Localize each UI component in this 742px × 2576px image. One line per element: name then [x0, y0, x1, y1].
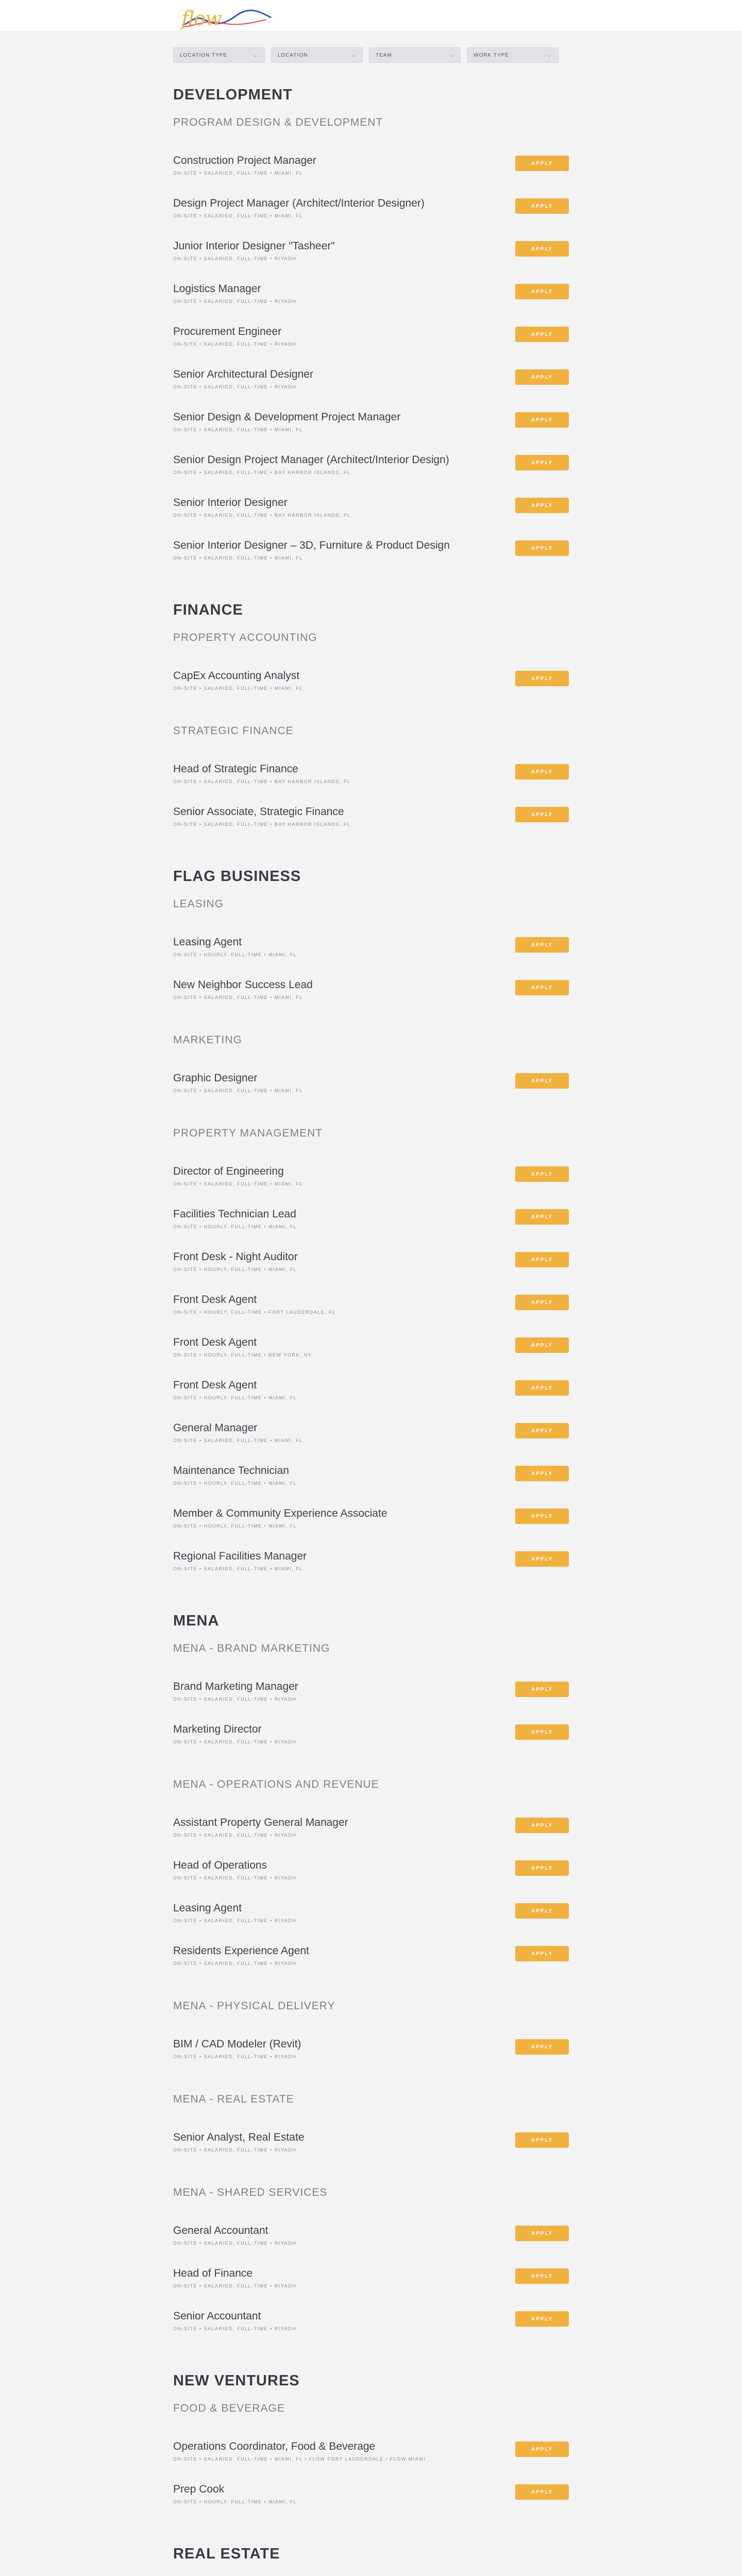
chevron-down-icon: ⌄ — [253, 52, 258, 58]
job-posting — [173, 979, 569, 1002]
chevron-down-icon: ⌄ — [351, 52, 356, 58]
apply-button[interactable]: APPLY — [515, 2132, 569, 2148]
job-meta: ON-SITE • SALARIED, FULL-TIME • BAY HARBOR ISLANDS, FL — [173, 470, 351, 475]
job-meta: ON-SITE • HOURLY, FULL-TIME • MIAMI, FL — [173, 1481, 297, 1486]
job-posting — [173, 1945, 569, 1968]
apply-button[interactable]: APPLY — [515, 2226, 569, 2241]
job-posting — [173, 763, 569, 786]
job-posting — [173, 1422, 569, 1445]
job-title-link[interactable]: Director of Engineering — [173, 1165, 284, 1177]
job-title-link[interactable]: Construction Project Manager — [173, 155, 316, 166]
job-meta: ON-SITE • SALARIED, FULL-TIME • MIAMI, FL — [173, 1181, 303, 1187]
job-title-link[interactable]: Senior Accountant — [173, 2310, 261, 2322]
job-posting — [173, 1379, 569, 1402]
apply-button[interactable]: APPLY — [515, 1166, 569, 1182]
job-meta: ON-SITE • SALARIED, FULL-TIME • RIYADH — [173, 1833, 297, 1838]
filter-location-type[interactable] — [173, 47, 265, 63]
job-posting — [173, 1550, 569, 1573]
apply-button[interactable]: APPLY — [515, 1073, 569, 1089]
job-title-link[interactable]: Leasing Agent — [173, 1902, 242, 1914]
site-header — [0, 0, 742, 31]
job-meta: ON-SITE • SALARIED, FULL-TIME • MIAMI, FL — [173, 1566, 303, 1571]
filter-team[interactable] — [369, 47, 461, 63]
job-meta: ON-SITE • HOURLY, FULL-TIME • MIAMI, FL — [173, 952, 297, 957]
job-title-link[interactable]: Brand Marketing Manager — [173, 1681, 298, 1692]
job-meta: ON-SITE • SALARIED, FULL-TIME • MIAMI, FL — [173, 171, 303, 176]
job-title-link[interactable]: Senior Architectural Designer — [173, 368, 313, 380]
job-meta: ON-SITE • HOURLY, FULL-TIME • MIAMI, FL — [173, 1267, 297, 1272]
team-heading: LEASING — [173, 898, 224, 910]
job-posting — [173, 197, 569, 220]
job-posting — [173, 2310, 569, 2333]
job-meta: ON-SITE • SALARIED, FULL-TIME • RIYADH — [173, 1739, 297, 1744]
job-title-link[interactable]: Leasing Agent — [173, 936, 242, 948]
filter-label: LOCATION — [278, 52, 308, 58]
job-meta: ON-SITE • SALARIED, FULL-TIME • BAY HARBOR ISLANDS, FL — [173, 822, 351, 827]
apply-button[interactable]: APPLY — [515, 498, 569, 513]
job-meta: ON-SITE • SALARIED, FULL-TIME • BAY HARBOR ISLANDS, FL — [173, 513, 351, 518]
job-meta: ON-SITE • SALARIED, FULL-TIME • MIAMI, FL — [173, 427, 303, 432]
job-posting — [173, 1072, 569, 1095]
job-meta: ON-SITE • SALARIED, FULL-TIME • BAY HARBOR ISLANDS, FL — [173, 779, 351, 784]
job-posting — [173, 1465, 569, 1487]
job-title-link[interactable]: Front Desk Agent — [173, 1336, 257, 1348]
team-heading: MENA - SHARED SERVICES — [173, 2187, 328, 2198]
job-posting — [173, 1251, 569, 1274]
flow-logo[interactable] — [173, 4, 286, 29]
apply-button[interactable]: APPLY — [515, 1682, 569, 1697]
job-posting — [173, 1681, 569, 1703]
job-posting — [173, 806, 569, 828]
apply-button[interactable]: APPLY — [515, 1509, 569, 1524]
team-heading: FOOD & BEVERAGE — [173, 2402, 285, 2414]
team-heading: MARKETING — [173, 1034, 242, 1046]
team-heading: MENA - PHYSICAL DELIVERY — [173, 2000, 335, 2012]
team-heading: PROPERTY MANAGEMENT — [173, 1127, 323, 1139]
job-title-link[interactable]: Operations Coordinator, Food & Beverage — [173, 2441, 376, 2452]
apply-button[interactable]: APPLY — [515, 1818, 569, 1833]
job-title-link[interactable]: BIM / CAD Modeler (Revit) — [173, 2038, 301, 2050]
job-meta: ON-SITE • SALARIED, FULL-TIME • RIYADH — [173, 342, 297, 347]
job-meta: ON-SITE • HOURLY, FULL-TIME • MIAMI, FL — [173, 1395, 297, 1400]
job-title-link[interactable]: Junior Interior Designer "Tasheer" — [173, 240, 335, 252]
job-title-link[interactable]: Senior Design & Development Project Manager — [173, 411, 401, 423]
job-posting — [173, 2441, 569, 2463]
filter-work-type[interactable] — [467, 47, 559, 63]
apply-button[interactable]: APPLY — [515, 327, 569, 342]
team-heading: MENA - BRAND MARKETING — [173, 1642, 330, 1654]
apply-button[interactable]: APPLY — [515, 764, 569, 779]
job-filters — [173, 47, 565, 64]
job-posting — [173, 1336, 569, 1359]
filter-label: LOCATION TYPE — [180, 52, 228, 58]
department-heading: MENA — [173, 1613, 220, 1629]
apply-button[interactable]: APPLY — [515, 980, 569, 995]
job-meta: ON-SITE • SALARIED, FULL-TIME • RIYADH — [173, 2054, 297, 2059]
job-title-link[interactable]: New Neighbor Success Lead — [173, 979, 313, 991]
apply-button[interactable]: APPLY — [515, 1551, 569, 1567]
apply-button[interactable]: APPLY — [515, 241, 569, 257]
job-posting — [173, 240, 569, 263]
apply-button[interactable]: APPLY — [515, 369, 569, 385]
apply-button[interactable]: APPLY — [515, 455, 569, 470]
apply-button[interactable]: APPLY — [515, 1380, 569, 1396]
job-title-link[interactable]: Senior Interior Designer – 3D, Furniture & Product Design — [173, 539, 450, 551]
job-meta: ON-SITE • SALARIED, FULL-TIME • MIAMI, FL — [173, 1088, 303, 1093]
apply-button[interactable]: APPLY — [515, 2442, 569, 2457]
apply-button[interactable]: APPLY — [515, 284, 569, 299]
job-meta: ON-SITE • SALARIED, FULL-TIME • MIAMI, FL — [173, 686, 303, 691]
team-heading: MENA - OPERATIONS AND REVENUE — [173, 1778, 379, 1790]
filter-label: WORK TYPE — [474, 52, 509, 58]
apply-button[interactable]: APPLY — [515, 937, 569, 953]
apply-button[interactable]: APPLY — [515, 1209, 569, 1225]
job-title-link[interactable]: Marketing Director — [173, 1723, 262, 1735]
apply-button[interactable]: APPLY — [515, 671, 569, 686]
job-posting — [173, 1208, 569, 1231]
job-title-link[interactable]: Member & Community Experience Associate — [173, 1507, 387, 1519]
job-posting — [173, 1817, 569, 1839]
apply-button[interactable]: APPLY — [515, 1946, 569, 1961]
job-posting — [173, 497, 569, 519]
job-title-link[interactable]: Senior Associate, Strategic Finance — [173, 806, 344, 818]
job-title-link[interactable]: General Manager — [173, 1422, 258, 1434]
job-posting — [173, 539, 569, 562]
job-title-link[interactable]: Senior Interior Designer — [173, 497, 288, 509]
team-heading: PROPERTY ACCOUNTING — [173, 632, 317, 643]
job-meta: ON-SITE • SALARIED, FULL-TIME • RIYADH — [173, 2326, 297, 2331]
job-posting — [173, 936, 569, 959]
department-heading: FINANCE — [173, 602, 243, 618]
job-meta: ON-SITE • SALARIED, FULL-TIME • MIAMI, FL / FLOW FORT LAUDERDALE / FLOW MIAMI — [173, 2456, 426, 2462]
job-title-link[interactable]: Graphic Designer — [173, 1072, 258, 1084]
apply-button[interactable]: APPLY — [515, 1466, 569, 1481]
apply-button[interactable]: APPLY — [515, 1724, 569, 1740]
apply-button[interactable]: APPLY — [515, 540, 569, 556]
job-posting — [173, 454, 569, 477]
job-title-link[interactable]: Senior Design Project Manager (Architect/Interior Design) — [173, 454, 449, 466]
job-posting — [173, 411, 569, 434]
job-meta: ON-SITE • SALARIED, FULL-TIME • RIYADH — [173, 1961, 297, 1966]
job-meta: ON-SITE • SALARIED, FULL-TIME • RIYADH — [173, 256, 297, 261]
apply-button[interactable]: APPLY — [515, 1860, 569, 1876]
job-meta: ON-SITE • HOURLY, FULL-TIME • MIAMI, FL — [173, 1523, 297, 1529]
job-meta: ON-SITE • SALARIED, FULL-TIME • RIYADH — [173, 2241, 297, 2246]
job-meta: ON-SITE • SALARIED, FULL-TIME • RIYADH — [173, 299, 297, 304]
job-posting — [173, 368, 569, 391]
job-posting — [173, 1723, 569, 1746]
job-meta: ON-SITE • HOURLY, FULL-TIME • FORT LAUDERDALE, FL — [173, 1310, 336, 1315]
apply-button[interactable]: APPLY — [515, 807, 569, 822]
job-title-link[interactable]: Head of Finance — [173, 2267, 253, 2279]
job-posting — [173, 2483, 569, 2506]
apply-button[interactable]: APPLY — [515, 1423, 569, 1438]
job-title-link[interactable]: Prep Cook — [173, 2483, 225, 2495]
job-title-link[interactable]: Logistics Manager — [173, 283, 261, 295]
job-posting — [173, 1902, 569, 1925]
job-posting — [173, 1507, 569, 1530]
department-heading: DEVELOPMENT — [173, 87, 293, 103]
apply-button[interactable]: APPLY — [515, 1337, 569, 1353]
job-title-link[interactable]: General Accountant — [173, 2225, 268, 2236]
job-posting — [173, 1165, 569, 1188]
job-title-link[interactable]: Assistant Property General Manager — [173, 1817, 348, 1828]
job-meta: ON-SITE • SALARIED, FULL-TIME • MIAMI, FL — [173, 995, 303, 1000]
job-posting — [173, 670, 569, 692]
apply-button[interactable]: APPLY — [515, 2039, 569, 2055]
job-meta: ON-SITE • SALARIED, FULL-TIME • RIYADH — [173, 2283, 297, 2289]
logo-wordmark: flow — [181, 7, 222, 30]
apply-button[interactable]: APPLY — [515, 412, 569, 428]
job-title-link[interactable]: Regional Facilities Manager — [173, 1550, 307, 1562]
department-heading: FLAG BUSINESS — [173, 868, 301, 885]
job-title-link[interactable]: Front Desk Agent — [173, 1294, 257, 1306]
job-meta: ON-SITE • SALARIED, FULL-TIME • RIYADH — [173, 2147, 297, 2153]
team-heading: PROGRAM DESIGN & DEVELOPMENT — [173, 116, 383, 128]
job-posting — [173, 326, 569, 348]
job-title-link[interactable]: Facilities Technician Lead — [173, 1208, 296, 1220]
job-meta: ON-SITE • SALARIED, FULL-TIME • RIYADH — [173, 384, 297, 389]
apply-button[interactable]: APPLY — [515, 1252, 569, 1267]
job-title-link[interactable]: Head of Strategic Finance — [173, 763, 298, 775]
apply-button[interactable]: APPLY — [515, 1903, 569, 1919]
job-title-link[interactable]: Maintenance Technician — [173, 1465, 289, 1477]
chevron-down-icon: ⌄ — [547, 52, 552, 58]
job-title-link[interactable]: Head of Operations — [173, 1859, 267, 1871]
job-posting — [173, 2131, 569, 2154]
job-posting — [173, 1294, 569, 1316]
filter-label: TEAM — [376, 52, 392, 58]
job-posting — [173, 2038, 569, 2061]
job-posting — [173, 2267, 569, 2290]
apply-button[interactable]: APPLY — [515, 1295, 569, 1310]
job-title-link[interactable]: Residents Experience Agent — [173, 1945, 309, 1957]
job-title-link[interactable]: CapEx Accounting Analyst — [173, 670, 300, 682]
team-heading: STRATEGIC FINANCE — [173, 725, 294, 737]
job-posting — [173, 2225, 569, 2247]
job-title-link[interactable]: Design Project Manager (Architect/Interior Designer) — [173, 197, 425, 209]
department-heading: REAL ESTATE — [173, 2546, 280, 2562]
job-meta: ON-SITE • SALARIED, FULL-TIME • RIYADH — [173, 1918, 297, 1923]
job-meta: ON-SITE • SALARIED, FULL-TIME • MIAMI, FL — [173, 1438, 303, 1443]
apply-button[interactable]: APPLY — [515, 156, 569, 171]
job-title-link[interactable]: Senior Analyst, Real Estate — [173, 2131, 305, 2143]
job-meta: ON-SITE • SALARIED, FULL-TIME • RIYADH — [173, 1875, 297, 1880]
job-title-link[interactable]: Front Desk - Night Auditor — [173, 1251, 298, 1263]
team-heading: MENA - REAL ESTATE — [173, 2093, 294, 2105]
job-meta: ON-SITE • SALARIED, FULL-TIME • MIAMI, FL — [173, 555, 303, 561]
job-meta: ON-SITE • HOURLY, FULL-TIME • MIAMI, FL — [173, 1224, 297, 1229]
job-posting — [173, 1859, 569, 1882]
job-posting — [173, 283, 569, 306]
job-meta: ON-SITE • SALARIED, FULL-TIME • RIYADH — [173, 1697, 297, 1702]
job-posting — [173, 155, 569, 177]
job-title-link[interactable]: Front Desk Agent — [173, 1379, 257, 1391]
filter-location[interactable] — [271, 47, 363, 63]
apply-button[interactable]: APPLY — [515, 198, 569, 214]
job-meta: ON-SITE • HOURLY, FULL-TIME • NEW YORK, NY — [173, 1352, 312, 1358]
apply-button[interactable]: APPLY — [515, 2268, 569, 2284]
department-heading: NEW VENTURES — [173, 2372, 300, 2389]
job-meta: ON-SITE • SALARIED, FULL-TIME • MIAMI, FL — [173, 213, 303, 218]
apply-button[interactable]: APPLY — [515, 2484, 569, 2500]
job-title-link[interactable]: Procurement Engineer — [173, 326, 282, 337]
job-meta: ON-SITE • HOURLY, FULL-TIME • MIAMI, FL — [173, 2499, 297, 2504]
apply-button[interactable]: APPLY — [515, 2311, 569, 2327]
chevron-down-icon: ⌄ — [449, 52, 454, 58]
